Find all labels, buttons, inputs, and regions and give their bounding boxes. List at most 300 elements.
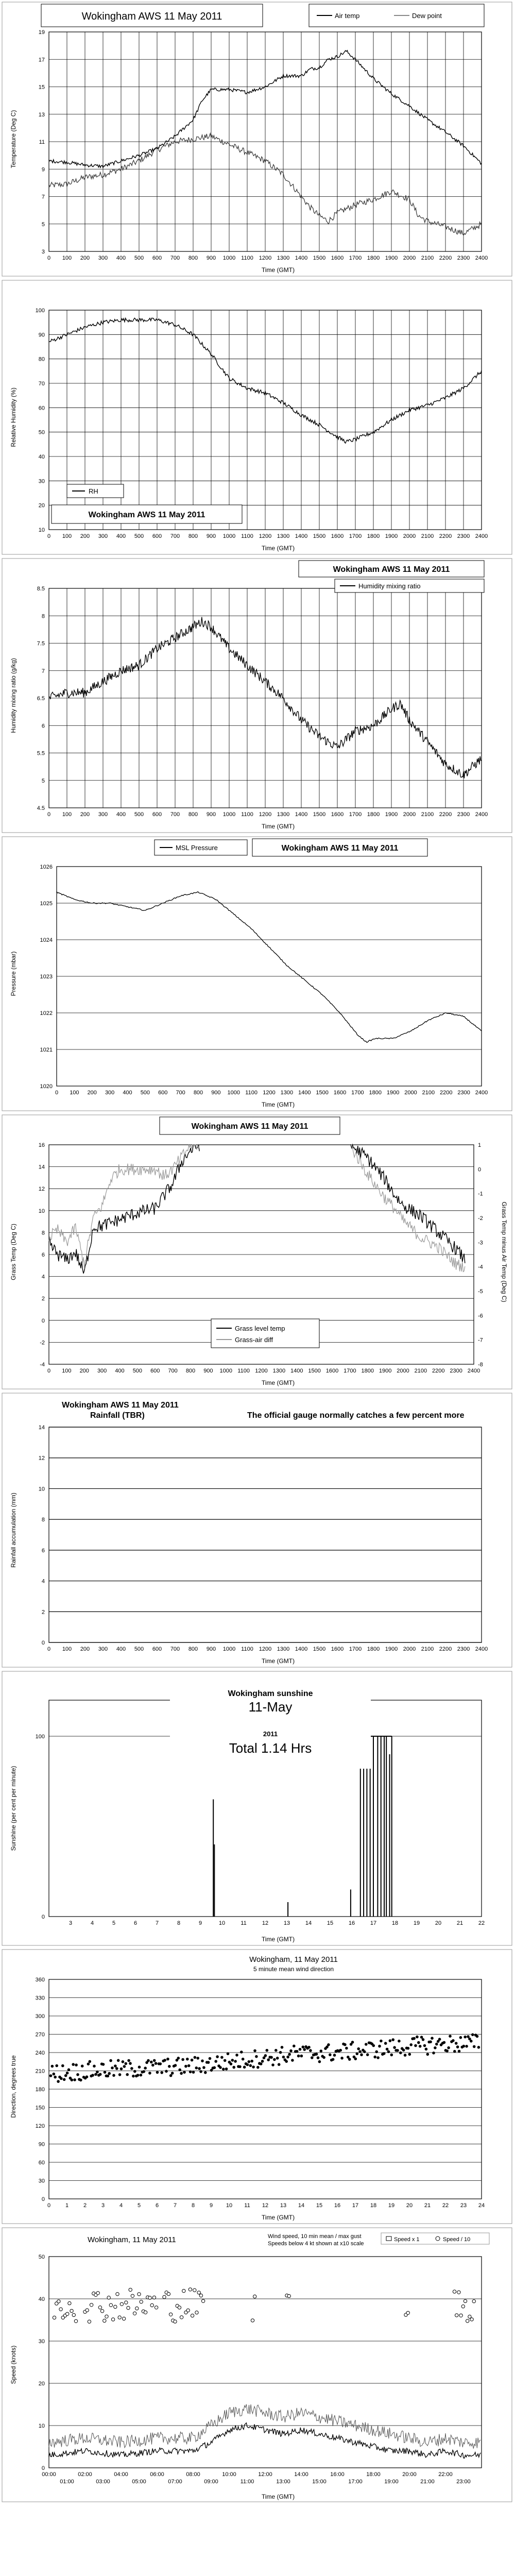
direction-point bbox=[240, 2050, 243, 2054]
x-tick-label: 1200 bbox=[259, 1646, 272, 1652]
low-speed-marker bbox=[88, 2320, 91, 2323]
x-tick-label: 0 bbox=[47, 811, 51, 818]
low-speed-marker bbox=[470, 2318, 473, 2321]
grid bbox=[40, 864, 488, 1096]
low-speed-marker bbox=[57, 2300, 60, 2303]
y-tick-label: 14 bbox=[38, 1164, 45, 1171]
chart-date: 11-May bbox=[248, 1699, 293, 1715]
y-tick-label: 1021 bbox=[40, 1047, 53, 1053]
x-tick-label: 1600 bbox=[331, 533, 344, 539]
x-tick-label: 1800 bbox=[367, 255, 380, 261]
direction-point bbox=[189, 2071, 192, 2074]
x-tick-label: 3 bbox=[68, 1920, 73, 1926]
x-tick-label: 1800 bbox=[367, 811, 380, 818]
x-tick-label: 600 bbox=[152, 533, 162, 539]
x-tick-label: 0 bbox=[47, 255, 51, 261]
direction-point bbox=[60, 2077, 63, 2080]
x-tick-label: 18 bbox=[370, 2202, 377, 2209]
y-tick-label: 30 bbox=[38, 478, 45, 485]
x-tick-label: 2100 bbox=[421, 811, 434, 818]
y-tick-label: 15 bbox=[38, 84, 45, 91]
rainfall-chart bbox=[0, 1391, 515, 1669]
x-tick-label: 1800 bbox=[369, 1090, 382, 1096]
y2-tick-label: -3 bbox=[478, 1240, 483, 1246]
direction-point bbox=[107, 2075, 110, 2078]
low-speed-marker bbox=[459, 2314, 462, 2317]
wind-speed-chart bbox=[0, 2226, 515, 2504]
x-tick-label: 15:00 bbox=[312, 2479, 327, 2485]
low-speed-marker bbox=[455, 2314, 458, 2317]
direction-point bbox=[181, 2058, 184, 2061]
x-tick-label: 400 bbox=[115, 1368, 125, 1374]
direction-point bbox=[409, 2043, 413, 2046]
x-tick-label: 20 bbox=[406, 2202, 413, 2209]
x-tick-label: 15 bbox=[327, 1920, 334, 1926]
y-tick-label: 4.5 bbox=[37, 805, 45, 811]
y-tick-label: 0 bbox=[41, 2465, 45, 2471]
direction-point bbox=[383, 2052, 386, 2055]
mixing-ratio-chart bbox=[0, 556, 515, 835]
x-tick-label: 8 bbox=[177, 1920, 181, 1926]
direction-point bbox=[420, 2036, 423, 2039]
low-speed-marker bbox=[287, 2294, 290, 2297]
direction-point bbox=[390, 2054, 393, 2057]
x-tick-label: 2100 bbox=[421, 533, 434, 539]
direction-point bbox=[332, 2058, 335, 2061]
direction-point bbox=[186, 2058, 189, 2061]
direction-point bbox=[202, 2066, 205, 2069]
direction-point bbox=[309, 2049, 312, 2052]
low-speed-marker bbox=[109, 2303, 112, 2307]
direction-point bbox=[94, 2073, 97, 2076]
direction-point bbox=[252, 2065, 255, 2069]
low-speed-marker bbox=[114, 2305, 117, 2308]
chart-year: 2011 bbox=[263, 1730, 278, 1738]
direction-point bbox=[458, 2050, 461, 2053]
x-axis-label: Time (GMT) bbox=[261, 2214, 295, 2221]
direction-point bbox=[366, 2053, 369, 2056]
x-tick-label: 23 bbox=[460, 2202, 467, 2209]
x-tick-label: 1000 bbox=[227, 1090, 240, 1096]
x-tick-label: 11 bbox=[244, 2202, 250, 2209]
low-speed-marker bbox=[135, 2307, 139, 2310]
x-tick-label: 21 bbox=[456, 1920, 464, 1926]
y-tick-label: 150 bbox=[35, 2105, 45, 2111]
x-tick-label: 1100 bbox=[241, 811, 253, 818]
direction-point bbox=[72, 2063, 75, 2066]
x-tick-label: 1400 bbox=[295, 811, 308, 818]
y-tick-label: 0 bbox=[41, 1317, 45, 1324]
x-tick-label: 300 bbox=[98, 533, 108, 539]
x-tick-label: 22:00 bbox=[438, 2471, 453, 2478]
y-tick-label: 0 bbox=[41, 2196, 45, 2202]
direction-point bbox=[125, 2062, 128, 2065]
x-tick-label: 100 bbox=[62, 533, 72, 539]
direction-point bbox=[216, 2055, 219, 2058]
low-speed-marker bbox=[100, 2310, 104, 2313]
y-tick-label: 0 bbox=[41, 1914, 45, 1920]
low-speed-marker bbox=[150, 2303, 153, 2307]
x-tick-label: 2400 bbox=[475, 811, 488, 818]
direction-point bbox=[159, 2062, 162, 2065]
x-tick-label: 700 bbox=[170, 255, 180, 261]
y-tick-label: 120 bbox=[35, 2123, 45, 2129]
x-tick-label: 800 bbox=[185, 1368, 196, 1374]
x-tick-label: 16 bbox=[348, 1920, 355, 1926]
x-tick-label: 500 bbox=[132, 1368, 143, 1374]
direction-point bbox=[288, 2053, 291, 2056]
x-tick-label: 800 bbox=[188, 255, 198, 261]
direction-point bbox=[348, 2058, 351, 2061]
direction-point bbox=[286, 2056, 289, 2059]
x-tick-label: 800 bbox=[188, 1646, 198, 1652]
direction-point bbox=[156, 2071, 159, 2074]
x-tick-label: 600 bbox=[152, 255, 162, 261]
low-speed-marker bbox=[148, 2296, 151, 2299]
direction-point bbox=[57, 2080, 60, 2083]
y2-axis-label: Grass Temp minus Air Temp (Deg C) bbox=[501, 1201, 508, 1302]
direction-point bbox=[402, 2048, 405, 2052]
x-tick-label: 1500 bbox=[313, 533, 326, 539]
chart-title: Wokingham AWS 11 May 2011 bbox=[281, 844, 399, 853]
direction-point bbox=[351, 2041, 354, 2044]
x-tick-label: 1500 bbox=[316, 1090, 329, 1096]
y-axis-label: Pressure (mbar) bbox=[10, 951, 17, 996]
x-axis-label: Time (GMT) bbox=[261, 266, 295, 274]
direction-point bbox=[260, 2062, 263, 2065]
x-tick-label: 21:00 bbox=[420, 2479, 435, 2485]
x-tick-label: 1200 bbox=[263, 1090, 276, 1096]
direction-point bbox=[465, 2045, 468, 2048]
y-axis-label: Relative Humidity (%) bbox=[10, 387, 17, 447]
x-tick-label: 1400 bbox=[295, 1646, 308, 1652]
y-tick-label: 40 bbox=[38, 454, 45, 460]
direction-point bbox=[443, 2041, 446, 2044]
x-tick-label: 0 bbox=[47, 2202, 51, 2209]
direction-point bbox=[178, 2069, 181, 2072]
x-tick-label: 11 bbox=[241, 1920, 247, 1926]
legend-entry-speed-x1: Speed x 1 bbox=[394, 2236, 420, 2243]
x-tick-label: 2200 bbox=[439, 1646, 452, 1652]
chart-title: Wokingham AWS 11 May 2011 bbox=[81, 11, 222, 22]
direction-point bbox=[380, 2040, 383, 2043]
x-tick-label: 1100 bbox=[245, 1090, 258, 1096]
x-tick-label: 1500 bbox=[313, 255, 326, 261]
x-tick-label: 2300 bbox=[457, 533, 470, 539]
direction-point bbox=[407, 2047, 410, 2050]
x-tick-label: 3 bbox=[101, 2202, 105, 2209]
x-tick-label: 900 bbox=[211, 1090, 221, 1096]
direction-point bbox=[118, 2073, 122, 2076]
direction-point bbox=[87, 2062, 90, 2065]
direction-point bbox=[184, 2065, 187, 2068]
direction-point bbox=[302, 2045, 305, 2048]
direction-point bbox=[261, 2060, 264, 2063]
direction-point bbox=[71, 2078, 74, 2081]
direction-point bbox=[434, 2046, 437, 2049]
x-tick-label: 1700 bbox=[349, 533, 362, 539]
direction-point bbox=[413, 2037, 416, 2040]
x-tick-label: 1300 bbox=[277, 255, 290, 261]
low-speed-marker bbox=[107, 2296, 110, 2299]
x-tick-label: 1700 bbox=[344, 1368, 356, 1374]
direction-point bbox=[422, 2038, 425, 2041]
x-tick-label: 500 bbox=[134, 1646, 144, 1652]
direction-point bbox=[85, 2075, 89, 2078]
direction-point bbox=[356, 2053, 359, 2056]
x-tick-label: 19 bbox=[413, 1920, 420, 1926]
x-tick-label: 400 bbox=[116, 533, 126, 539]
x-tick-label: 1300 bbox=[272, 1368, 286, 1374]
y-tick-label: 60 bbox=[38, 405, 45, 412]
y-axis-label: Speed (knots) bbox=[10, 2345, 17, 2384]
x-tick-label: 1500 bbox=[308, 1368, 321, 1374]
low-speed-marker bbox=[193, 2289, 196, 2292]
y-tick-label: 100 bbox=[35, 308, 45, 314]
direction-point bbox=[438, 2038, 441, 2041]
x-tick-label: 1400 bbox=[295, 255, 308, 261]
x-tick-label: 05:00 bbox=[132, 2479, 146, 2485]
y-axis-label: Rainfall accumulation (mm) bbox=[10, 1493, 17, 1568]
x-tick-label: 1000 bbox=[222, 1646, 236, 1652]
x-tick-label: 2300 bbox=[457, 1646, 470, 1652]
x-tick-label: 21 bbox=[424, 2202, 431, 2209]
y-tick-label: -2 bbox=[40, 1340, 45, 1346]
grid bbox=[37, 586, 488, 818]
direction-point bbox=[358, 2050, 362, 2053]
x-tick-label: 2400 bbox=[467, 1368, 480, 1374]
chart-subtitle: Rainfall (TBR) bbox=[90, 1411, 145, 1420]
direction-point bbox=[399, 2052, 402, 2055]
direction-point bbox=[315, 2053, 318, 2056]
chart-subtitle: 5 minute mean wind direction bbox=[253, 1965, 334, 1973]
direction-point bbox=[459, 2036, 462, 2039]
x-tick-label: 13:00 bbox=[276, 2479, 290, 2485]
x-tick-label: 700 bbox=[168, 1368, 178, 1374]
low-speed-marker bbox=[188, 2288, 192, 2291]
low-speed-marker bbox=[127, 2306, 130, 2309]
direction-point bbox=[378, 2045, 381, 2048]
x-tick-label: 2100 bbox=[422, 1090, 435, 1096]
direction-point bbox=[96, 2071, 99, 2074]
pressure-chart bbox=[0, 835, 515, 1113]
direction-point bbox=[447, 2046, 450, 2049]
low-speed-marker bbox=[191, 2314, 194, 2317]
direction-point bbox=[49, 2074, 53, 2077]
direction-point bbox=[274, 2049, 278, 2052]
direction-point bbox=[449, 2035, 452, 2038]
chart-title: Wokingham AWS 11 May 2011 bbox=[333, 565, 450, 574]
x-tick-label: 2200 bbox=[432, 1368, 445, 1374]
x-tick-label: 2200 bbox=[440, 1090, 453, 1096]
direction-point bbox=[419, 2045, 422, 2048]
x-tick-label: 400 bbox=[116, 1646, 126, 1652]
y-tick-label: 100 bbox=[35, 1734, 45, 1740]
direction-point bbox=[464, 2036, 467, 2039]
y-tick-label: 300 bbox=[35, 2013, 45, 2020]
direction-point bbox=[386, 2048, 389, 2051]
direction-point bbox=[122, 2060, 125, 2063]
direction-point bbox=[66, 2072, 69, 2075]
x-tick-label: 1200 bbox=[255, 1368, 268, 1374]
direction-point bbox=[123, 2065, 126, 2068]
x-tick-label: 200 bbox=[80, 533, 90, 539]
direction-point bbox=[53, 2073, 56, 2076]
y-tick-label: 1025 bbox=[40, 901, 53, 907]
direction-point bbox=[76, 2073, 79, 2076]
x-tick-label: 07:00 bbox=[168, 2479, 182, 2485]
y-tick-label: 90 bbox=[38, 332, 45, 338]
direction-point bbox=[289, 2049, 293, 2053]
x-tick-label: 2400 bbox=[475, 1090, 488, 1096]
low-speed-marker bbox=[74, 2319, 77, 2323]
x-axis-label: Time (GMT) bbox=[261, 1936, 295, 1943]
direction-point bbox=[273, 2058, 276, 2061]
direction-point bbox=[414, 2044, 417, 2047]
y-tick-label: 10 bbox=[38, 1208, 45, 1214]
y-tick-label: 10 bbox=[38, 2423, 45, 2429]
y-tick-label: 30 bbox=[38, 2178, 45, 2184]
direction-point bbox=[61, 2064, 64, 2067]
x-tick-label: 4 bbox=[90, 1920, 94, 1926]
low-speed-marker bbox=[167, 2292, 170, 2295]
direction-point bbox=[93, 2065, 96, 2068]
direction-point bbox=[267, 2058, 270, 2061]
x-tick-label: 1900 bbox=[385, 1646, 398, 1652]
direction-point bbox=[143, 2070, 146, 2073]
x-tick-label: 1 bbox=[65, 2202, 69, 2209]
relative-humidity-chart bbox=[0, 278, 515, 556]
x-tick-label: 2000 bbox=[397, 1368, 409, 1374]
direction-point bbox=[344, 2043, 347, 2046]
direction-point bbox=[151, 2064, 154, 2067]
x-tick-label: 1900 bbox=[385, 533, 398, 539]
direction-point bbox=[214, 2060, 217, 2063]
x-tick-label: 1300 bbox=[277, 1646, 290, 1652]
x-tick-label: 500 bbox=[140, 1090, 150, 1096]
grid bbox=[39, 1425, 488, 1652]
direction-point bbox=[333, 2054, 336, 2057]
y-tick-label: 5 bbox=[41, 221, 45, 228]
direction-point bbox=[180, 2072, 183, 2075]
low-speed-marker bbox=[59, 2308, 62, 2311]
x-tick-label: 00:00 bbox=[42, 2471, 56, 2478]
x-tick-label: 900 bbox=[206, 811, 216, 818]
x-tick-label: 11:00 bbox=[240, 2479, 254, 2485]
chart-title: Wokingham AWS 11 May 2011 bbox=[62, 1401, 179, 1410]
x-tick-label: 1000 bbox=[222, 811, 236, 818]
direction-point bbox=[248, 2060, 251, 2063]
x-tick-label: 12:00 bbox=[258, 2471, 272, 2478]
x-tick-label: 17 bbox=[370, 1920, 377, 1926]
x-tick-label: 1600 bbox=[333, 1090, 347, 1096]
low-speed-marker bbox=[72, 2313, 75, 2316]
grid bbox=[39, 29, 488, 261]
y2-tick-label: -5 bbox=[478, 1289, 483, 1295]
x-tick-label: 600 bbox=[152, 811, 162, 818]
low-speed-marker bbox=[129, 2288, 132, 2291]
direction-point bbox=[278, 2063, 281, 2066]
x-tick-label: 2100 bbox=[421, 1646, 434, 1652]
x-tick-label: 20:00 bbox=[402, 2471, 417, 2478]
direction-point bbox=[169, 2074, 173, 2077]
y-tick-label: 1022 bbox=[40, 1010, 53, 1016]
direction-point bbox=[431, 2037, 434, 2040]
y-tick-label: 5 bbox=[41, 777, 45, 784]
x-tick-label: 10 bbox=[226, 2202, 233, 2209]
y-tick-label: 6 bbox=[41, 1252, 45, 1258]
y-tick-label: 20 bbox=[38, 2381, 45, 2387]
x-tick-label: 1900 bbox=[386, 1090, 400, 1096]
direction-point bbox=[140, 2074, 143, 2077]
direction-point bbox=[281, 2046, 284, 2049]
low-speed-marker bbox=[253, 2295, 256, 2298]
x-tick-label: 1100 bbox=[241, 255, 253, 261]
x-tick-label: 1600 bbox=[325, 1368, 339, 1374]
x-tick-label: 1800 bbox=[367, 1646, 380, 1652]
x-tick-label: 09:00 bbox=[204, 2479, 218, 2485]
direction-point bbox=[166, 2058, 169, 2061]
direction-point bbox=[243, 2066, 246, 2069]
direction-point bbox=[220, 2056, 224, 2059]
y-tick-label: 7.5 bbox=[37, 640, 45, 647]
low-speed-marker bbox=[152, 2296, 156, 2299]
x-tick-label: 13 bbox=[283, 1920, 290, 1926]
direction-point bbox=[365, 2043, 368, 2046]
y-tick-label: 270 bbox=[35, 2031, 45, 2038]
direction-point bbox=[396, 2049, 399, 2052]
direction-point bbox=[209, 2057, 212, 2060]
x-tick-label: 1200 bbox=[259, 255, 272, 261]
direction-point bbox=[222, 2067, 225, 2071]
direction-point bbox=[225, 2067, 228, 2071]
x-tick-label: 04:00 bbox=[114, 2471, 128, 2478]
low-speed-marker bbox=[85, 2309, 89, 2312]
x-tick-label: 15 bbox=[316, 2202, 323, 2209]
direction-point bbox=[300, 2055, 303, 2058]
x-tick-label: 1300 bbox=[277, 533, 290, 539]
direction-point bbox=[51, 2065, 54, 2068]
wind-direction-chart bbox=[0, 1947, 515, 2226]
direction-point bbox=[360, 2054, 363, 2057]
y-tick-label: 4 bbox=[41, 1578, 45, 1585]
y-tick-label: 13 bbox=[38, 111, 45, 118]
y-tick-label: 360 bbox=[35, 1977, 45, 1983]
x-tick-label: 700 bbox=[176, 1090, 185, 1096]
y-tick-label: 20 bbox=[38, 502, 45, 509]
chart-title: Wokingham AWS 11 May 2011 bbox=[88, 511, 205, 519]
direction-point bbox=[473, 2045, 476, 2048]
direction-point bbox=[129, 2062, 132, 2065]
x-tick-label: 100 bbox=[62, 1646, 72, 1652]
chart-total: Total 1.14 Hrs bbox=[229, 1740, 312, 1756]
x-tick-label: 400 bbox=[116, 811, 126, 818]
direction-point bbox=[372, 2044, 375, 2047]
direction-point bbox=[138, 2065, 141, 2069]
x-tick-label: 17:00 bbox=[348, 2479, 363, 2485]
chart-subtitle-1: Wind speed, 10 min mean / max gust bbox=[268, 2233, 362, 2240]
x-tick-label: 0 bbox=[47, 533, 51, 539]
y-tick-label: 1024 bbox=[40, 937, 53, 943]
direction-point bbox=[207, 2061, 210, 2064]
direction-point bbox=[253, 2049, 256, 2053]
direction-point bbox=[81, 2064, 84, 2067]
x-tick-label: 200 bbox=[80, 1646, 90, 1652]
direction-point bbox=[199, 2070, 202, 2073]
x-tick-label: 900 bbox=[206, 1646, 216, 1652]
x-tick-label: 4 bbox=[119, 2202, 123, 2209]
direction-point bbox=[238, 2065, 242, 2069]
